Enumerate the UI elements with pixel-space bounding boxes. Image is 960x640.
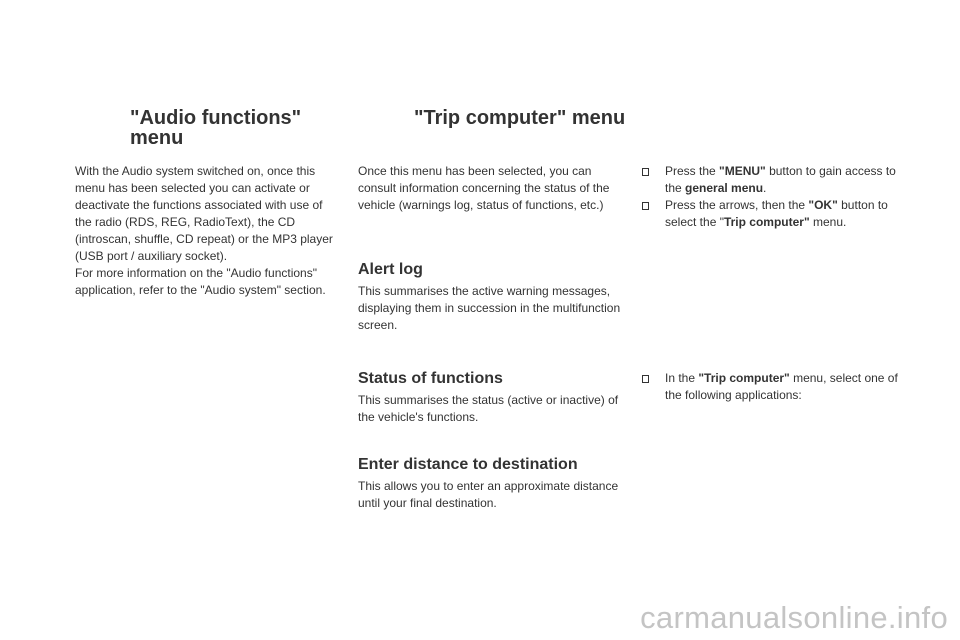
- arrow-flag-icon: [642, 163, 665, 182]
- audio-title-line2: menu: [130, 127, 184, 149]
- status-of-functions-text: This summarises the status (active or inactive) of the vehicle's functions.: [358, 393, 619, 424]
- audio-paragraph-1: With the Audio system switched on, once this menu has been selected you can activate or deactivate the functions associated with use of the radio (RDS, REG, RadioText), the CD (introscan, shuffle, CD repeat) or the MP3 player (USB port / auxiliary socket).: [75, 164, 333, 263]
- step-3-text: In the "Trip computer" menu, select one of the following applications:: [665, 371, 898, 402]
- step-2-text: Press the arrows, then the "OK" button to select the "Trip computer" menu.: [665, 198, 888, 229]
- enter-distance-text: This allows you to enter an approximate distance until your final destination.: [358, 479, 619, 510]
- arrow-flag-icon: [642, 370, 665, 389]
- trip-intro: Once this menu has been selected, you can consult information concerning the status of the vehicle (warnings log, status of functions, etc.): [358, 164, 610, 212]
- audio-functions-title: [130, 108, 330, 148]
- audio-title-line1: "Audio functions": [130, 107, 302, 129]
- enter-distance-heading: Enter distance to destination: [358, 456, 578, 473]
- step-3: [642, 370, 910, 404]
- alert-log-text: This summarises the active warning messages, displaying them in succession in the multifunction screen.: [358, 284, 621, 332]
- audio-paragraph-2: For more information on the "Audio functions" application, refer to the "Audio system" section.: [75, 266, 326, 297]
- step-3-block: [642, 370, 910, 404]
- alert-log-heading: Alert log: [358, 261, 423, 278]
- arrow-flag-icon: [642, 197, 665, 216]
- step-1: [642, 163, 910, 197]
- steps-list: [642, 163, 910, 231]
- step-1-text: Press the "MENU" button to gain access to the general menu.: [665, 164, 896, 195]
- audio-description: [75, 163, 340, 299]
- watermark: carmanualsonline.info: [640, 600, 948, 635]
- trip-computer-title: "Trip computer" menu: [414, 107, 626, 129]
- status-of-functions-heading: Status of functions: [358, 370, 503, 387]
- step-2: [642, 197, 910, 231]
